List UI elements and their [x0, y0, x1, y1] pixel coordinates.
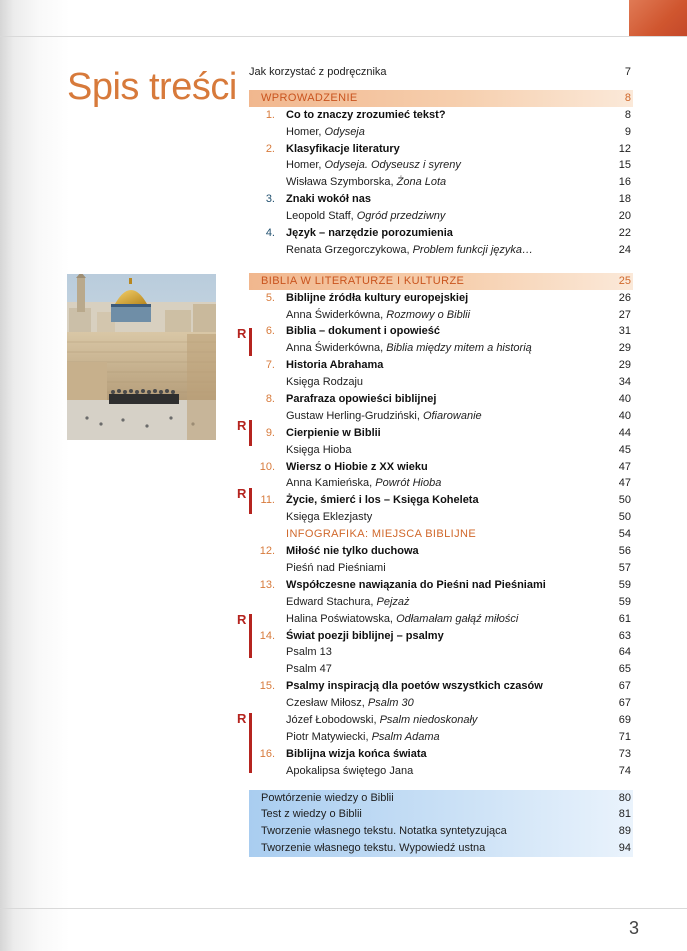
toc-reading[interactable] — [249, 124, 633, 141]
lesson-number: 11. — [260, 494, 275, 507]
reading-author: Gustaw Herling-Grudziński, — [286, 409, 423, 422]
r-marker-letter: R — [237, 418, 247, 433]
toc-page-number: 44 — [618, 426, 631, 439]
reading-text — [286, 307, 470, 324]
reading-author: Homer, — [286, 159, 325, 172]
reading-text — [286, 157, 461, 174]
section-header-biblia[interactable] — [249, 273, 633, 290]
toc-page-number: 67 — [618, 697, 631, 710]
lesson-number: 13. — [259, 578, 275, 591]
section-header-wprowadzenie[interactable] — [249, 90, 633, 107]
lesson-number: 14. — [259, 629, 275, 642]
summary-text: Tworzenie własnego tekstu. Notatka syntetyzująca — [261, 825, 507, 838]
reading-text — [286, 242, 533, 259]
toc-intro[interactable] — [249, 64, 633, 81]
toc-page-number: 25 — [618, 274, 631, 287]
reading-text — [286, 644, 332, 661]
toc-page-number: 80 — [618, 791, 631, 804]
lesson-title: Co to znaczy zrozumieć tekst? — [286, 108, 446, 121]
reading-work: Odyseja — [324, 125, 365, 138]
lesson-number: 16. — [259, 747, 275, 760]
toc-lesson[interactable] — [249, 323, 633, 340]
reading-work: Biblia między mitem a historią — [386, 342, 532, 355]
toc-page-number: 67 — [618, 680, 631, 693]
toc-page-number: 81 — [618, 808, 631, 821]
lesson-title: Wiersz o Hiobie z XX wieku — [286, 460, 428, 473]
reading-work: Ofiarowanie — [422, 409, 482, 422]
toc-reading[interactable] — [249, 560, 633, 577]
toc-page-number: 74 — [618, 764, 631, 777]
lesson-number: 3. — [265, 193, 275, 206]
reading-author: Józef Łobodowski, — [286, 713, 380, 726]
toc-page-number: 50 — [618, 494, 631, 507]
lesson-title: Cierpienie w Biblii — [286, 426, 381, 439]
infographic-title: INFOGRAFIKA: MIEJSCA BIBLIJNE — [286, 528, 477, 541]
reading-author: Anna Świderkówna, — [286, 342, 387, 355]
toc-reading[interactable] — [249, 729, 633, 746]
toc-page-number: 27 — [618, 308, 631, 321]
toc-lesson[interactable] — [249, 225, 633, 242]
toc-reading[interactable] — [249, 712, 633, 729]
lesson-title: Świat poezji biblijnej – psalmy — [286, 629, 444, 642]
toc-page-number: 31 — [618, 325, 631, 338]
toc-page-number: 89 — [618, 825, 631, 838]
lesson-number: 12. — [259, 545, 275, 558]
lesson-number: 4. — [265, 227, 275, 240]
reading-work: Ogród przedziwny — [356, 210, 446, 223]
reading-text — [286, 560, 386, 577]
toc-lesson[interactable] — [249, 459, 633, 476]
toc-reading[interactable] — [249, 475, 633, 492]
reading-author: Anna Kamieńska, — [286, 477, 376, 490]
reading-author: Księga Hioba — [286, 443, 352, 456]
toc-page-number: 15 — [618, 159, 631, 172]
toc-page-number: 63 — [618, 629, 631, 642]
reading-text — [286, 712, 477, 729]
reading-text — [286, 661, 332, 678]
toc-reading[interactable] — [249, 307, 633, 324]
reading-work: Żona Lota — [396, 176, 447, 189]
table-of-contents — [249, 64, 633, 857]
toc-page-number: 29 — [618, 359, 631, 372]
toc-lesson[interactable] — [249, 290, 633, 307]
toc-page-number: 47 — [618, 477, 631, 490]
toc-page-number: 73 — [618, 747, 631, 760]
toc-reading[interactable] — [249, 208, 633, 225]
reading-work: Odyseja. Odyseusz i syreny — [324, 159, 461, 172]
section-title: WPROWADZENIE — [261, 91, 358, 104]
lesson-number: 9. — [265, 426, 275, 439]
lesson-number: 7. — [265, 359, 275, 372]
summary-item[interactable] — [249, 823, 633, 840]
toc-page-number: 20 — [618, 210, 631, 223]
reading-work: Problem funkcji języka… — [412, 243, 533, 256]
toc-page-number: 65 — [618, 663, 631, 676]
lesson-title: Klasyfikacje literatury — [286, 142, 400, 155]
r-marker-letter: R — [237, 326, 247, 341]
toc-page-number: 40 — [618, 409, 631, 422]
toc-reading[interactable] — [249, 408, 633, 425]
reading-text — [286, 408, 482, 425]
toc-page-number: 61 — [618, 612, 631, 625]
toc-lesson[interactable] — [249, 543, 633, 560]
corner-tab — [629, 0, 687, 36]
lesson-number: 5. — [265, 291, 275, 304]
lesson-title: Życie, śmierć i los – Księga Koheleta — [286, 494, 479, 507]
reading-text — [286, 124, 365, 141]
reading-author: Leopold Staff, — [286, 210, 357, 223]
toc-page-number: 57 — [618, 561, 631, 574]
reading-author: Wisława Szymborska, — [286, 176, 397, 189]
reading-text — [286, 695, 414, 712]
toc-reading[interactable] — [249, 661, 633, 678]
toc-reading[interactable] — [249, 509, 633, 526]
reading-text — [286, 763, 413, 780]
toc-reading[interactable] — [249, 374, 633, 391]
toc-page-number: 8 — [624, 108, 631, 121]
toc-lesson[interactable] — [249, 492, 633, 509]
toc-reading[interactable] — [249, 242, 633, 259]
lesson-number: 15. — [259, 680, 275, 693]
toc-reading[interactable] — [249, 340, 633, 357]
toc-page-number: 40 — [618, 393, 631, 406]
page-title: Spis treści — [67, 66, 237, 108]
toc-page-number: 94 — [618, 842, 631, 855]
toc-lesson[interactable] — [249, 746, 633, 763]
section-title: BIBLIA W LITERATURZE I KULTURZE — [261, 274, 465, 287]
toc-page-number: 34 — [618, 376, 631, 389]
toc-page-number: 24 — [618, 243, 631, 256]
toc-page-number: 69 — [618, 713, 631, 726]
reading-text — [286, 509, 372, 526]
reading-work: Rozmowy o Biblii — [386, 308, 471, 321]
reading-work: Powrót Hioba — [375, 477, 442, 490]
toc-lesson[interactable] — [249, 391, 633, 408]
toc-reading[interactable] — [249, 594, 633, 611]
toc-page-number: 54 — [618, 528, 631, 541]
toc-page-number: 22 — [618, 227, 631, 240]
lesson-title: Język – narzędzie porozumienia — [286, 227, 453, 240]
toc-page-number: 8 — [624, 91, 631, 104]
toc-page-number: 45 — [618, 443, 631, 456]
lesson-title: Psalmy inspiracją dla poetów wszystkich czasów — [286, 680, 543, 693]
reading-author: Homer, — [286, 125, 325, 138]
summary-item[interactable] — [249, 840, 633, 857]
reading-text — [286, 174, 446, 191]
toc-lesson[interactable] — [249, 577, 633, 594]
summary-item[interactable] — [249, 790, 633, 807]
reading-work: Pejzaż — [376, 595, 410, 608]
toc-reading[interactable] — [249, 763, 633, 780]
toc-reading[interactable] — [249, 611, 633, 628]
reading-text — [286, 611, 518, 628]
reading-text — [286, 442, 351, 459]
toc-infographic[interactable] — [249, 526, 633, 543]
toc-entry-text: Jak korzystać z podręcznika — [249, 66, 387, 78]
lesson-title: Historia Abrahama — [286, 359, 384, 372]
toc-reading[interactable] — [249, 174, 633, 191]
toc-page-number: 59 — [618, 595, 631, 608]
r-marker-letter: R — [237, 711, 247, 726]
reading-author: Halina Poświatowska, — [286, 612, 397, 625]
reading-author: Anna Świderkówna, — [286, 308, 387, 321]
lesson-title: Parafraza opowieści biblijnej — [286, 393, 437, 406]
reading-author: Psalm 47 — [286, 663, 332, 676]
summary-text: Test z wiedzy o Biblii — [261, 808, 362, 821]
reading-author: Renata Grzegorczykowa, — [286, 243, 413, 256]
top-rule — [0, 36, 687, 37]
toc-lesson[interactable] — [249, 191, 633, 208]
reading-author: Księga Rodzaju — [286, 376, 364, 389]
summary-text: Tworzenie własnego tekstu. Wypowiedź ustna — [261, 842, 486, 855]
toc-reading[interactable] — [249, 442, 633, 459]
toc-page-number: 56 — [618, 545, 631, 558]
r-marker-letter: R — [237, 612, 247, 627]
bottom-rule — [0, 908, 687, 909]
toc-page-number: 9 — [624, 125, 631, 138]
reading-work: Odłamałam gałąź miłości — [396, 612, 519, 625]
toc-page-number: 50 — [618, 511, 631, 524]
reading-author: Księga Eklezjasty — [286, 511, 373, 524]
reading-text — [286, 594, 410, 611]
reading-text — [286, 374, 363, 391]
reading-author: Psalm 13 — [286, 646, 332, 659]
toc-page-number: 26 — [618, 291, 631, 304]
summary-item[interactable] — [249, 806, 633, 823]
toc-page-number: 59 — [618, 578, 631, 591]
lesson-title: Biblijna wizja końca świata — [286, 747, 427, 760]
toc-reading[interactable] — [249, 644, 633, 661]
lesson-title: Miłość nie tylko duchowa — [286, 545, 419, 558]
reading-author: Pieśń nad Pieśniami — [286, 561, 386, 574]
reading-work: Psalm Adama — [371, 730, 440, 743]
toc-reading[interactable] — [249, 695, 633, 712]
toc-lesson[interactable] — [249, 425, 633, 442]
reading-text — [286, 729, 440, 746]
page-number: 3 — [628, 918, 639, 938]
toc-page-number: 47 — [618, 460, 631, 473]
summary-text: Powtórzenie wiedzy o Biblii — [261, 791, 394, 804]
lesson-title: Znaki wokół nas — [286, 193, 371, 206]
lesson-number: 2. — [265, 142, 275, 155]
reading-text — [286, 475, 441, 492]
reading-work: Psalm niedoskonały — [379, 713, 478, 726]
lesson-number: 1. — [265, 108, 275, 121]
toc-page-number: 64 — [618, 646, 631, 659]
toc-lesson[interactable] — [249, 628, 633, 645]
toc-page-number: 71 — [618, 730, 631, 743]
toc-lesson[interactable] — [249, 107, 633, 124]
lesson-number: 10. — [259, 460, 275, 473]
lesson-number: 8. — [265, 393, 275, 406]
toc-reading[interactable] — [249, 157, 633, 174]
reading-text — [286, 340, 532, 357]
reading-author: Czesław Miłosz, — [286, 697, 368, 710]
toc-page-number: 16 — [618, 176, 631, 189]
lesson-title: Współczesne nawiązania do Pieśni nad Pieśniami — [286, 578, 546, 591]
lesson-title: Biblia – dokument i opowieść — [286, 325, 441, 338]
reading-author: Piotr Matywiecki, — [286, 730, 372, 743]
toc-page-number: 7 — [624, 66, 631, 78]
toc-page-number: 18 — [618, 193, 631, 206]
reading-work: Psalm 30 — [367, 697, 414, 710]
r-marker-letter: R — [237, 486, 247, 501]
toc-lesson[interactable] — [249, 678, 633, 695]
toc-page-number: 29 — [618, 342, 631, 355]
toc-lesson[interactable] — [249, 357, 633, 374]
reading-author: Edward Stachura, — [286, 595, 377, 608]
reading-text — [286, 208, 445, 225]
reading-author: Apokalipsa świętego Jana — [286, 764, 414, 777]
lesson-title: Biblijne źródła kultury europejskiej — [286, 291, 469, 304]
toc-lesson[interactable] — [249, 141, 633, 158]
jerusalem-photo — [67, 274, 216, 440]
toc-page-number: 12 — [618, 142, 631, 155]
lesson-number: 6. — [265, 325, 275, 338]
